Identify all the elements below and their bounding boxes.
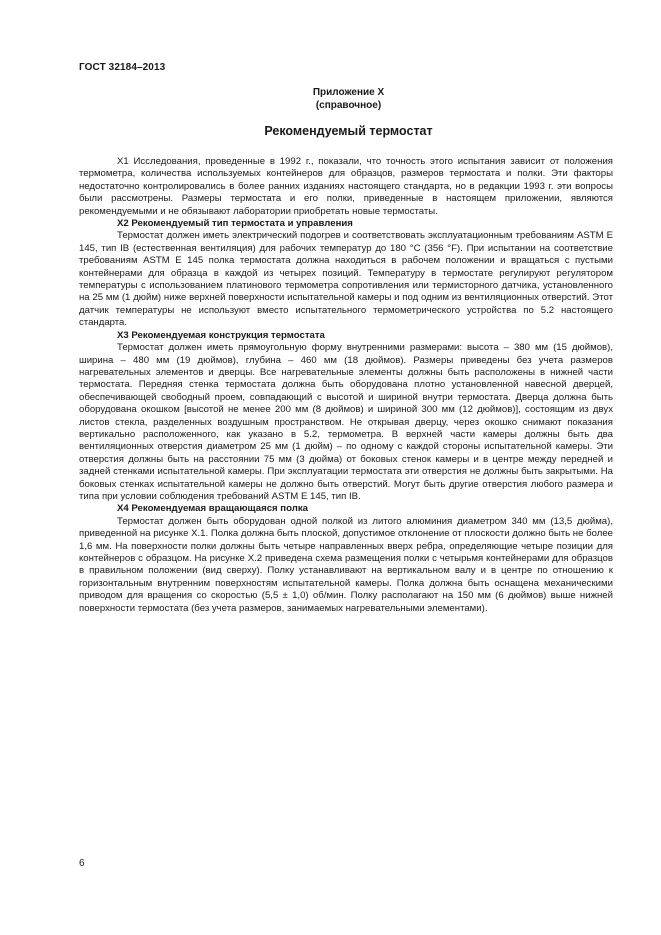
annex-heading <box>150 86 547 112</box>
section-x3-heading: Х3 Рекомендуемая конструкция термостата <box>117 329 325 341</box>
section-x1-paragraph: Х1 Исследования, проведенные в 1992 г., показали, что точность этого испытания зависит от положения термометра, количества используемых контейнеров для образцов, размеров термостата и полки. Эти факторы недостаточно контролировались в более ранних изданиях настоящего стандарта, но в редакции 1993 г. эти вопросы были рассмотрены. Размеры термостата и его полки, приведенные в настоящем приложении, являются рекомендуемыми и не обязывают лаборатории приобретать новые термостаты. <box>79 156 613 217</box>
section-x2-heading: Х2 Рекомендуемый тип термостата и управления <box>117 218 353 230</box>
page-title: Рекомендуемый термостат <box>264 124 433 138</box>
document-body <box>79 156 613 615</box>
section-x3-paragraph: Термостат должен иметь прямоугольную форму внутренними размерами: высота – 380 мм (15 дюймов), ширина – 480 мм (19 дюймов), глубина – 460 мм (18 дюймов). Размеры приведены без учета размеров нагревательных элементов и дверцы. Все нагревательные элементы должны быть расположены в нижней части термостата. Передняя стенка термостата должна быть оборудована плотно установленной навесной дверцей, обеспечивающей свободный проем, совпадающий с высотой и шириной внутри термостата. Дверца должна быть оборудована окошком [высотой не менее 200 мм (8 дюймов) и шириной 300 мм (12 дюймов)], состоящим из двух листов стекла, разделенных воздушным пространством. Не открывая дверцу, через окошко снимают показания вертикально расположенного, как указано в 5.2, термометра. В верхней части камеры должны быть два вентиляционных отверстия диаметром 25 мм (1 дюйм) – по одному с каждой стороны испытательной камеры. Эти отверстия должны быть на расстоянии 75 мм (3 дюйма) от боковых стенок камеры и в центре между передней и задней стенками испытательной камеры. При эксплуатации термостата эти отверстия не должны быть закрытыми. На боковых стенках испытательной камеры не должно быть отверстий. Могут быть другие отверстия любого размера и типа при условии соблюдения требований ASTM E 145, тип IB. <box>79 342 613 502</box>
annex-subtitle: (справочное) <box>315 100 382 111</box>
page-number: 6 <box>79 858 85 869</box>
section-x4-paragraph: Термостат должен быть оборудован одной полкой из литого алюминия диаметром 340 мм (13,5 дюйма), приведенной на рисунке Х.1. Полка должна быть плоской, допустимое отклонение от плоскости должно быть не более 1,6 мм. На поверхности полки должны быть четыре направленных вверх ребра, определяющие четыре позиции для контейнеров с образцом. На рисунке Х.2 приведена схема размещения полки с четырьмя контейнерами для образцов в правильном положении (вид сверху). Полку устанавливают на вертикальном валу и в центре по отношению к горизонтальным внутренним поверхностям испытательной камеры. Полка должна быть оснащена механическими приводом для вращения со скоростью (5,5 ± 1,0) об/мин. Полку располагают на 150 мм (6 дюймов) выше нижней поверхности термостата (без учета размеров, занимаемых нагревательными элементами). <box>79 515 613 614</box>
annex-title: Приложение Х <box>312 87 385 98</box>
document-code-header: ГОСТ 32184–2013 <box>79 62 166 73</box>
section-x2-paragraph: Термостат должен иметь электрический подогрев и соответствовать эксплуатационным требованиям ASTM E 145, тип IB (естественная вентиляция) для рабочих температур до 180 °C (356 °F). При испытании на соответствие требованиям ASTM E 145 полка термостата должна находиться в рабочем положении и вращаться с пустыми контейнерами для образца в каждой из четырех позиций. Температуру в термостате регулируют регулятором температуры с использованием платинового термометра сопротивления или термисторного датчика, установленного на 25 мм (1 дюйм) ниже верхней поверхности испытательной камеры и под одним из вентиляционных отверстий. Этот датчик температуры не используют вместо испытательного термометрического устройства по 5.2 настоящего стандарта. <box>79 230 613 329</box>
section-x4-heading: Х4 Рекомендуемая вращающаяся полка <box>117 503 308 515</box>
